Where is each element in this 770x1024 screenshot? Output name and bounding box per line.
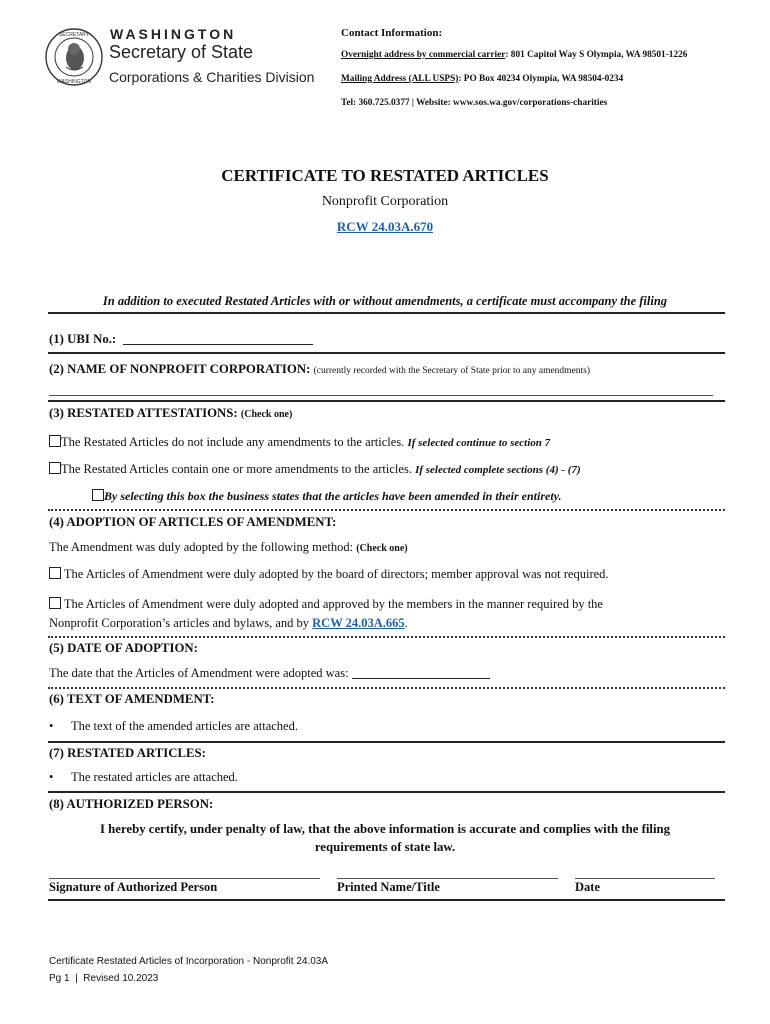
restated-bullet-text: The restated articles are attached. <box>71 770 238 784</box>
attest-checkbox-2[interactable] <box>49 462 61 474</box>
attest-note: (Check one) <box>240 409 293 420</box>
restated-bullet <box>49 770 238 785</box>
contact-title: Contact Information: <box>341 27 443 39</box>
date-line <box>49 666 490 681</box>
footer-title: Certificate Restated Articles of Incorporation - Nonprofit 24.03A <box>49 956 329 967</box>
seal-icon <box>44 27 104 87</box>
restated-label: (7) RESTATED ARTICLES: <box>49 746 206 760</box>
bullet-icon: • <box>49 770 54 784</box>
divider <box>48 400 725 402</box>
signature-field[interactable] <box>49 866 320 879</box>
adoption-checkbox-1[interactable] <box>49 567 61 579</box>
ubi-label <box>49 332 313 347</box>
brand-division: Corporations & Charities Division <box>109 69 315 85</box>
mailing-address <box>341 74 623 84</box>
divider <box>48 509 725 511</box>
certify-line-1: I hereby certify, under penalty of law, that the above information is accurate and complies with the filing <box>99 822 671 836</box>
mailing-label: Mailing Address (ALL USPS) <box>341 74 459 84</box>
adoption-opt2-line2: Nonprofit Corporation’s articles and bylaws, and by <box>49 616 310 630</box>
overnight-label: Overnight address by commercial carrier <box>341 50 506 60</box>
form-title: CERTIFICATE TO RESTATED ARTICLES <box>221 166 549 185</box>
adoption-option-2 <box>49 597 603 612</box>
adoption-option-2-cont <box>49 616 408 631</box>
svg-text:SECRETARY: SECRETARY <box>58 32 90 38</box>
attest-opt2-hint: If selected complete sections (4) - (7) <box>415 464 581 476</box>
divider <box>48 352 725 354</box>
date-text: The date that the Articles of Amendment were adopted was: <box>49 666 349 680</box>
attest-option-2 <box>49 462 581 477</box>
attest-option-1 <box>49 435 550 450</box>
date-field[interactable] <box>352 666 490 679</box>
printed-name-label: Printed Name/Title <box>337 880 440 894</box>
adoption-note: (Check one) <box>356 543 408 554</box>
adoption-option-1 <box>49 567 609 582</box>
divider <box>48 899 725 901</box>
authorized-label: (8) AUTHORIZED PERSON: <box>49 797 214 811</box>
corp-name-note: (currently recorded with the Secretary of State prior to any amendments) <box>313 366 591 376</box>
signature-label: Signature of Authorized Person <box>49 880 218 894</box>
date-label: (5) DATE OF ADOPTION: <box>49 641 198 655</box>
svg-text:WASHINGTON: WASHINGTON <box>56 79 92 85</box>
footer-page: Pg 1 | Revised 10.2023 <box>49 973 159 984</box>
attest-header <box>49 406 292 421</box>
rcw-665-link[interactable]: RCW 24.03A.665 <box>312 616 405 630</box>
ubi-label-text: (1) UBI No.: <box>49 332 117 346</box>
date-sign-label: Date <box>575 880 600 894</box>
printed-name-field[interactable] <box>337 866 558 879</box>
state-seal-logo <box>44 27 104 87</box>
date-sign-field[interactable] <box>575 866 715 879</box>
intro-note: In addition to executed Restated Articles with or without amendments, a certificate must accompany the filing <box>102 294 668 308</box>
adoption-label: (4) ADOPTION OF ARTICLES OF AMENDMENT: <box>49 515 337 529</box>
overnight-address <box>341 50 687 60</box>
form-subtitle: Nonprofit Corporation <box>321 194 449 209</box>
text-amend-bullet <box>49 719 298 734</box>
adoption-opt2-line1: The Articles of Amendment were duly adopted and approved by the members in the manner required by the <box>63 597 603 611</box>
adoption-checkbox-2[interactable] <box>49 597 61 609</box>
rcw-link[interactable]: RCW 24.03A.670 <box>336 219 434 234</box>
attest-label: (3) RESTATED ATTESTATIONS: <box>49 406 238 420</box>
attest-option-3 <box>92 489 562 504</box>
divider <box>48 741 725 743</box>
text-amend-label: (6) TEXT OF AMENDMENT: <box>49 692 215 706</box>
bullet-icon: • <box>49 719 54 733</box>
attest-checkbox-1[interactable] <box>49 435 61 447</box>
divider <box>48 687 725 689</box>
attest-opt1-hint: If selected continue to section 7 <box>407 437 551 449</box>
text-amend-bullet-text: The text of the amended articles are attached. <box>71 719 298 733</box>
overnight-value: : 801 Capitol Way S Olympia, WA 98501-1226 <box>505 50 688 60</box>
attest-checkbox-3[interactable] <box>92 489 104 501</box>
corp-name-label: (2) NAME OF NONPROFIT CORPORATION: <box>49 362 311 376</box>
attest-opt1-text: The Restated Articles do not include any amendments to the articles. <box>61 435 405 449</box>
adoption-intro-text: The Amendment was duly adopted by the following method: <box>49 540 354 554</box>
brand-state: WASHINGTON <box>110 26 237 42</box>
divider <box>48 791 725 793</box>
corp-name-field[interactable] <box>49 384 713 396</box>
brand-office: Secretary of State <box>109 42 254 62</box>
adoption-opt1-text: The Articles of Amendment were duly adopted by the board of directors; member approval was not required. <box>63 567 609 581</box>
corp-name-header <box>49 362 590 377</box>
certify-line-2: requirements of state law. <box>314 840 456 854</box>
adoption-opt2-end: . <box>404 616 408 630</box>
attest-opt3-text: By selecting this box the business states that the articles have been amended in their entirety. <box>104 489 562 503</box>
ubi-field[interactable] <box>123 332 313 345</box>
rcw-link-wrap <box>0 218 770 236</box>
mailing-value: : PO Box 40234 Olympia, WA 98504-0234 <box>458 74 624 84</box>
tel-website-line: Tel: 360.725.0377 | Website: www.sos.wa.gov/corporations-charities <box>341 98 608 108</box>
divider <box>48 636 725 638</box>
attest-opt2-text: The Restated Articles contain one or more amendments to the articles. <box>61 462 412 476</box>
adoption-intro <box>49 540 408 555</box>
divider <box>48 312 725 314</box>
